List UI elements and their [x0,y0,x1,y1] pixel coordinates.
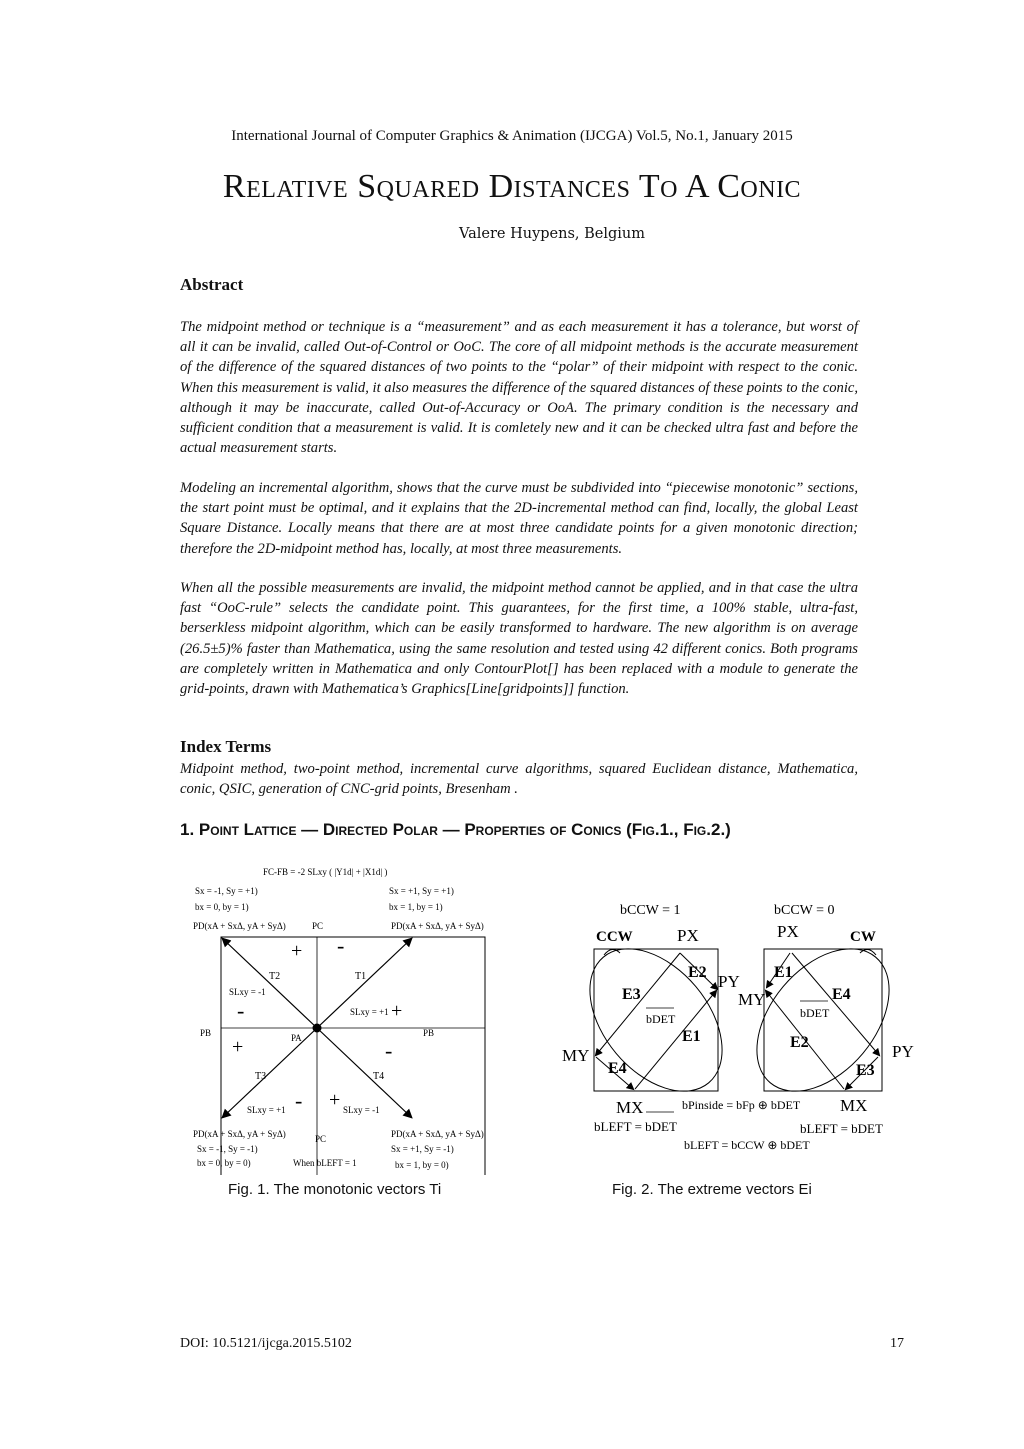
fig2-formula-bottom: bLEFT = bCCW ⊕ bDET [684,1138,810,1152]
fig2-right-bdet: bDET [800,1006,830,1020]
figure-1-caption: Fig. 1. The monotonic vectors Ti [228,1181,442,1198]
fig1-pa-label: PA [291,1033,302,1043]
fig2-right-e3-label: E3 [856,1062,875,1079]
fig2-left-bdet: bDET [646,1012,676,1026]
fig2-left-e3-label: E3 [622,986,641,1003]
fig1-sign-plus-3: + [232,1036,244,1058]
fig1-square [221,937,485,1175]
fig2-cw-label: CW [850,929,876,945]
fig1-slxy-m1-b: SLxy = -1 [343,1105,380,1115]
fig1-pd-bl: PD(xA + SxΔ, yA + SyΔ) [193,1129,286,1139]
fig1-pb-left: PB [200,1028,212,1038]
fig2-bccw-right: bCCW = 0 [774,903,835,918]
abstract-paragraph-1: The midpoint method or technique is a “measurement” and as each measurement it has a tolerance, but worst of all it can be invalid, called Out-of-Control or OoC. The core of all midpoint methods is the accurate measurement of the difference of the squared distances of two points to the “polar” of their midpoint with respect to the conic. When this measurement is valid, it also measures the difference of the squared distances of these points to the conic, although it may be inaccurate, called Out-of-Accuracy or OoA. The primary condition is the necessary and sufficient condition that a measurement is valid. It is comletely new and it can be checked ultra fast and before the actual measurement starts. [180,319,858,457]
fig2-left-e1 [635,991,716,1089]
abstract-paragraph-3: When all the possible measurements are invalid, the midpoint method cannot be applied, and in that case the ultra fast “OoC-rule” selects the candidate point. This guarantees, for the first time, a 100% stable, ultra-fast, berserkless midpoint algorithm, which can be easily transformed to hardware. The new algorithm is on average (26.5±5)% faster than Mathematica, using the same resolution and tested using 42 different conics. Both programs are completely written in Mathematica and only ContourPlot[] has been replaced with a module to generate the grid-points, drawn with Mathematica’s Graphics[Line[gridpoints]] function. [180,580,858,698]
fig2-my-left: MY [562,1046,590,1065]
fig2-left-e2-label: E2 [688,964,707,981]
fig1-bl-signs: Sx = -1, Sy = -1) [197,1144,258,1154]
journal-header: International Journal of Computer Graphics & Animation (IJCGA) Vol.5, No.1, January 2015 [231,128,793,144]
doi-footer: DOI: 10.5121/ijcga.2015.5102 [180,1336,352,1351]
page-number: 17 [890,1336,904,1351]
fig1-tl-signs: Sx = -1, Sy = +1) [195,886,258,896]
fig2-formula-bleft-left: bLEFT = bDET [594,1119,677,1134]
fig1-br-bits: bx = 1, by = 0) [395,1160,449,1170]
fig2-right-e4-label: E4 [832,986,851,1003]
fig1-sign-minus-4: - [295,1088,303,1113]
fig1-tl-bits: bx = 0, by = 1) [195,902,249,912]
fig1-pd-tr: PD(xA + SxΔ, yA + SyΔ) [391,921,484,931]
section-heading: 1. Point Lattice — Directed Polar — Properties of Conics (Fig.1., Fig.2.) [180,820,731,839]
fig1-top-formula: FC-FB = -2 SLxy ( |Y1d| + |X1d| ) [263,867,388,877]
fig1-sign-plus-4: + [329,1089,341,1111]
fig2-ccw-label: CCW [596,929,633,945]
fig2-px-left: PX [677,926,699,945]
fig2-formula-pinside: bPinside = bFp ⊕ bDET [682,1098,801,1112]
fig2-left-e4-label: E4 [608,1060,627,1077]
fig1-pb-right: PB [423,1028,435,1038]
fig2-left-e3 [596,953,680,1055]
fig2-py-right: PY [892,1042,914,1061]
fig1-t4-label: T4 [373,1071,385,1082]
fig1-br-signs: Sx = +1, Sy = -1) [391,1144,454,1154]
fig2-right-ellipse [730,924,915,1116]
fig1-center-point [313,1024,322,1033]
fig1-t2-label: T2 [269,971,281,982]
fig1-pc-top: PC [312,921,324,931]
abstract-paragraph-2: Modeling an incremental algorithm, shows that the curve must be subdivided into “piecewise monotonic” sections, the start point must be optimal, and it explains that the 2D-incremental method can find, locally, the global Least Square Distance. Locally means that there are at most three candidate points for a given monotonic direction; therefore the 2D-midpoint method has, locally, at most three measurements. [180,480,858,557]
fig2-my-right: MY [738,990,766,1009]
fig2-bccw-left: bCCW = 1 [620,903,681,918]
index-terms-heading: Index Terms [180,737,272,756]
figure-2-diagram [560,895,920,1165]
fig2-mx-right: MX [840,1096,868,1115]
fig1-pd-tl: PD(xA + SxΔ, yA + SyΔ) [193,921,286,931]
author-line: Valere Huypens, Belgium [458,226,646,242]
index-terms-text: Midpoint method, two-point method, incremental curve algorithms, squared Euclidean distance, Mathematica, conic, QSIC, generation of CNC-grid points, Bresenham . [180,761,858,798]
fig1-slxy-m1-a: SLxy = -1 [229,987,266,997]
fig2-mx-left: MX [616,1098,644,1117]
fig1-pc-bottom: PC [315,1134,327,1144]
fig1-sign-minus-2: - [237,998,245,1023]
fig1-bl-bits: bx = 0, by = 0) [197,1158,251,1168]
fig1-sign-minus-1: - [337,933,345,958]
fig1-bleft-note: When bLEFT = 1 [293,1158,357,1168]
fig1-t1-label: T1 [355,971,367,982]
fig1-sign-plus-2: + [391,1000,403,1022]
fig1-sign-minus-3: - [385,1038,393,1063]
fig1-t3-label: T3 [255,1071,267,1082]
fig1-slxy-p1-b: SLxy = +1 [247,1105,286,1115]
abstract-heading: Abstract [180,275,244,294]
fig2-px-right: PX [777,922,799,941]
fig1-tr-bits: bx = 1, by = 1) [389,902,443,912]
figure-2-caption: Fig. 2. The extreme vectors Ei [612,1181,812,1198]
fig1-pd-br: PD(xA + SxΔ, yA + SyΔ) [391,1129,484,1139]
fig1-tr-signs: Sx = +1, Sy = +1) [389,886,454,896]
fig2-right-e1-label: E1 [774,964,793,981]
fig2-right-e2-label: E2 [790,1034,809,1051]
fig1-sign-plus-1: + [291,940,303,962]
figure-1-diagram [185,860,505,1175]
fig2-left-e1-label: E1 [682,1028,701,1045]
paper-title: Relative Squared Distances To A Conic [222,168,802,205]
fig2-formula-bleft-right: bLEFT = bDET [800,1121,883,1136]
fig1-slxy-p1-a: SLxy = +1 [350,1007,389,1017]
fig2-py-left: PY [718,972,740,991]
